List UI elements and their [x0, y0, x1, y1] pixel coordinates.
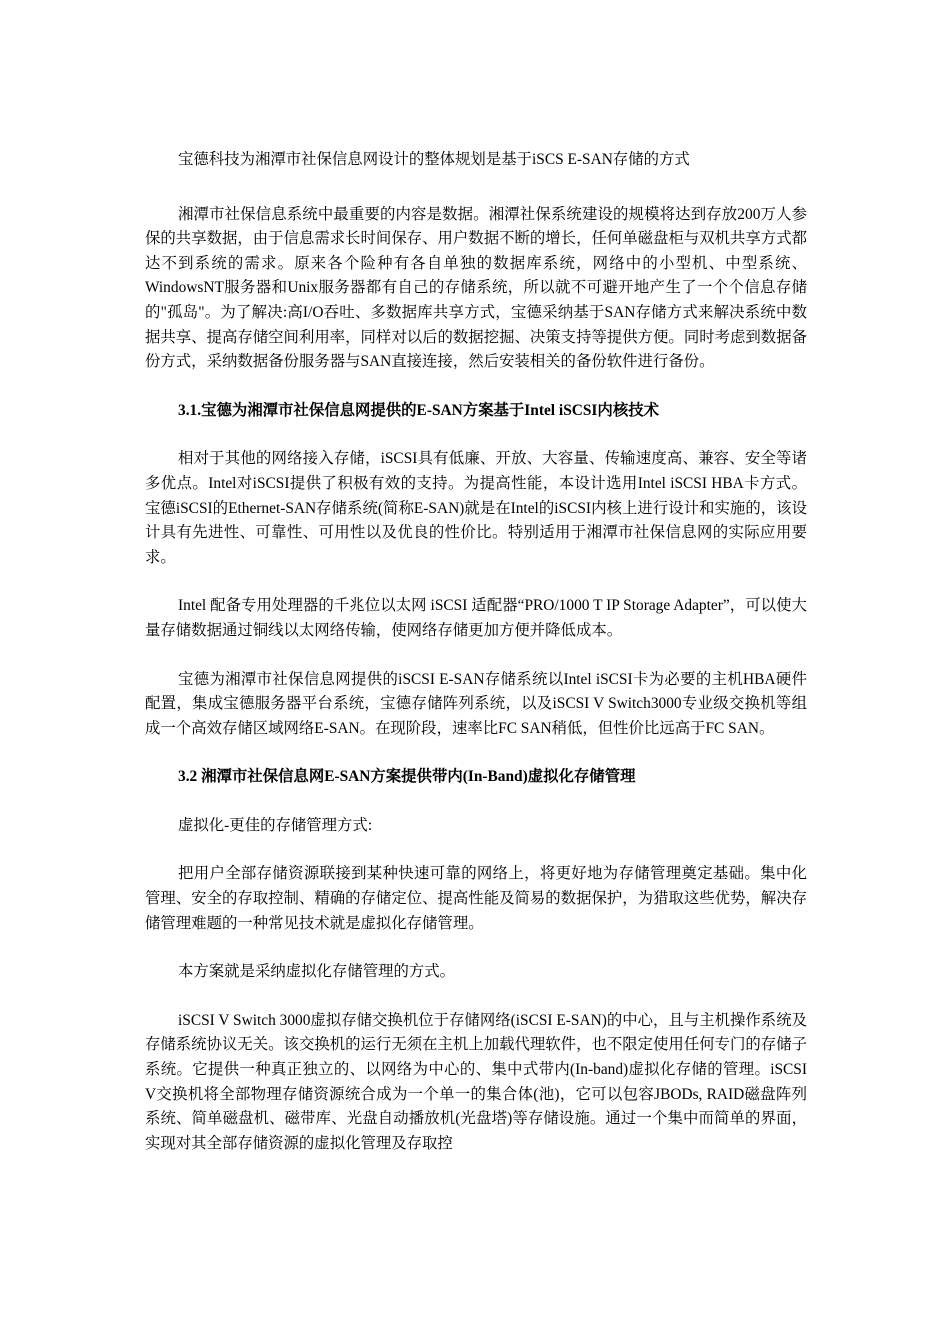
- paragraph-virtualization-intro: 虚拟化-更佳的存储管理方式:: [178, 816, 373, 834]
- section-heading-3-2: 3.2 湘潭市社保信息网E-SAN方案提供带内(In-Band)虚拟化存储管理: [178, 768, 636, 786]
- paragraph-storage-network: 把用户全部存储资源联接到某种快速可靠的网络上，将更好地为存储管理奠定基础。集中化管理、安全的存取控制、精确的存储定位、提高性能及简易的数据保护，为猎取这些优势，解决存储管理难题的一种常见技术就是虚拟化存储管理。: [145, 865, 807, 932]
- document-body: [145, 148, 807, 1156]
- paragraph-vswitch-3000: iSCSI V Switch 3000虚拟存储交换机位于存储网络(iSCSI E-SAN)的中心，且与主机操作系统及存储系统协议无关。该交换机的运行无须在主机上加载代理软件，也不限定使用任何专门的存储子系统。它提供一种真正独立的、以网络为中心的、集中式带内(In-band)虚拟化存储的管理。iSCSI V交换机将全部物理存储资源统合成为一个单一的集合体(池)，它可以包容JBODs, RAID磁盘阵列系统、简单磁盘机、磁带库、光盘自动播放机(光盘塔)等存储设施。通过一个集中而简单的界面，实现对其全部存储资源的虚拟化管理及存取控: [145, 1011, 807, 1152]
- paragraph-esan-system: 宝德为湘潭市社保信息网提供的iSCSI E-SAN存储系统以Intel iSCSI卡为必要的主机HBA硬件配置，集成宝德服务器平台系统，宝德存储阵列系统，以及iSCSI V Switch3000专业级交换机等组成一个高效存储区域网络E-SAN。在现阶段，速率比FC SAN稍低，但性价比远高于FC SAN。: [145, 670, 807, 737]
- document-title: 宝德科技为湘潭市社保信息网设计的整体规划是基于iSCS E-SAN存储的方式: [178, 151, 690, 168]
- paragraph-solution-approach: 本方案就是采纳虚拟化存储管理的方式。: [178, 963, 456, 981]
- section-heading-3-1: 3.1.宝德为湘潭市社保信息网提供的E-SAN方案基于Intel iSCSI内核技术: [178, 401, 659, 419]
- paragraph-intel-adapter: Intel 配备专用处理器的千兆位以太网 iSCSI 适配器“PRO/1000 T IP Storage Adapter”，可以使大量存储数据通过铜线以太网络传输，使网络存储更加方便并降低成本。: [145, 597, 807, 639]
- paragraph-data-importance: 湘潭市社保信息系统中最重要的内容是数据。湘潭社保系统建设的规模将达到存放200万人参保的共享数据，由于信息需求长时间保存、用户数据不断的增长，任何单磁盘柜与双机共享方式都达不到系统的需求。原来各个险种有各自单独的数据库系统，网络中的小型机、中型系统、WindowsNT服务器和Unix服务器都有自己的存储系统，所以就不可避开地产生了一个个信息存储的"孤岛"。为了解决:高I/O吞吐、多数据库共享方式，宝德采纳基于SAN存储方式来解决系统中数据共享、提高存储空间利用率，同样对以后的数据挖掘、决策支持等提供方便。同时考虑到数据备份方式，采纳数据备份服务器与SAN直接连接，然后安装相关的备份软件进行备份。: [145, 205, 807, 371]
- paragraph-iscsi-advantages: 相对于其他的网络接入存储，iSCSI具有低廉、开放、大容量、传输速度高、兼容、安全等诸多优点。Intel对iSCSI提供了积极有效的支持。为提高性能，本设计选用Intel iSCSI HBA卡方式。宝德iSCSI的Ethernet-SAN存储系统(简称E-SAN)就是在Intel的iSCSI内核上进行设计和实施的，该设计具有先进性、可靠性、可用性以及优良的性价比。特别适用于湘潭市社保信息网的实际应用要求。: [145, 450, 807, 566]
